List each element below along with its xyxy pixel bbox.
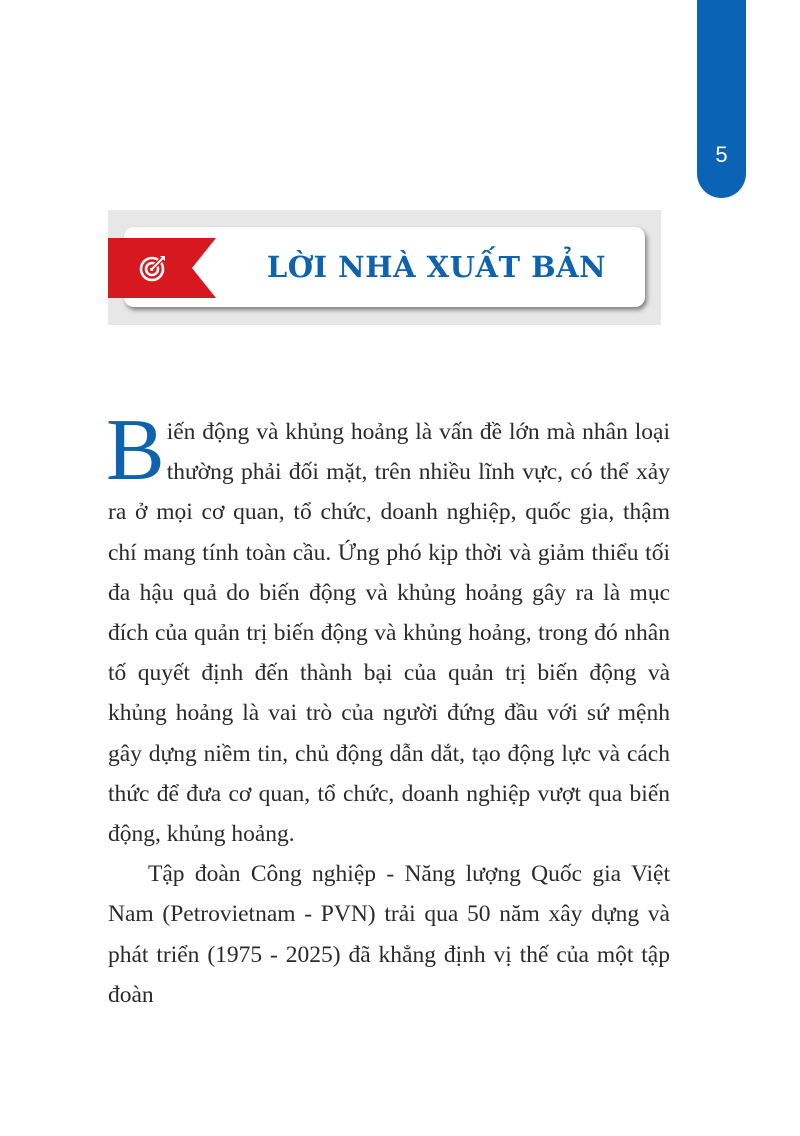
section-heading bbox=[108, 210, 661, 325]
page-number-tab bbox=[697, 0, 746, 198]
target-icon bbox=[138, 253, 168, 283]
heading-title: LỜI NHÀ XUẤT BẢN bbox=[266, 250, 607, 284]
paragraph-2: Tập đoàn Công nghiệp - Năng lượng Quốc gia Việt Nam (Petrovietnam - PVN) trải qua 50 năm xây dựng và phát triển (1975 - 2025) đã khẳng định vị thế của một tập đoàn bbox=[108, 861, 670, 1008]
paragraph-1 bbox=[106, 402, 670, 854]
page-number: 5 bbox=[715, 142, 728, 167]
drop-cap: B bbox=[106, 402, 165, 499]
body-text bbox=[106, 402, 670, 1015]
paragraph-1-text: iến động và khủng hoảng là vấn đề lớn mà nhân loại thường phải đối mặt, trên nhiều lĩnh vực, có thể xảy ra ở mọi cơ quan, tổ chức, doanh nghiệp, quốc gia, thậm chí mang tính toàn cầu. Ứng phó kịp thời và giảm thiểu tối đa hậu quả do biến động và khủng hoảng gây ra là mục đích của quản trị biến động và khủng hoảng, trong đó nhân tố quyết định đến thành bại của quản trị biến động và khủng hoảng là vai trò của người đứng đầu với sứ mệnh gây dựng niềm tin, chủ động dẫn dắt, tạo động lực và cách thức để đưa cơ quan, tổ chức, doanh nghiệp vượt qua biến động, khủng hoảng. bbox=[108, 419, 670, 848]
heading-ribbon bbox=[108, 238, 216, 298]
